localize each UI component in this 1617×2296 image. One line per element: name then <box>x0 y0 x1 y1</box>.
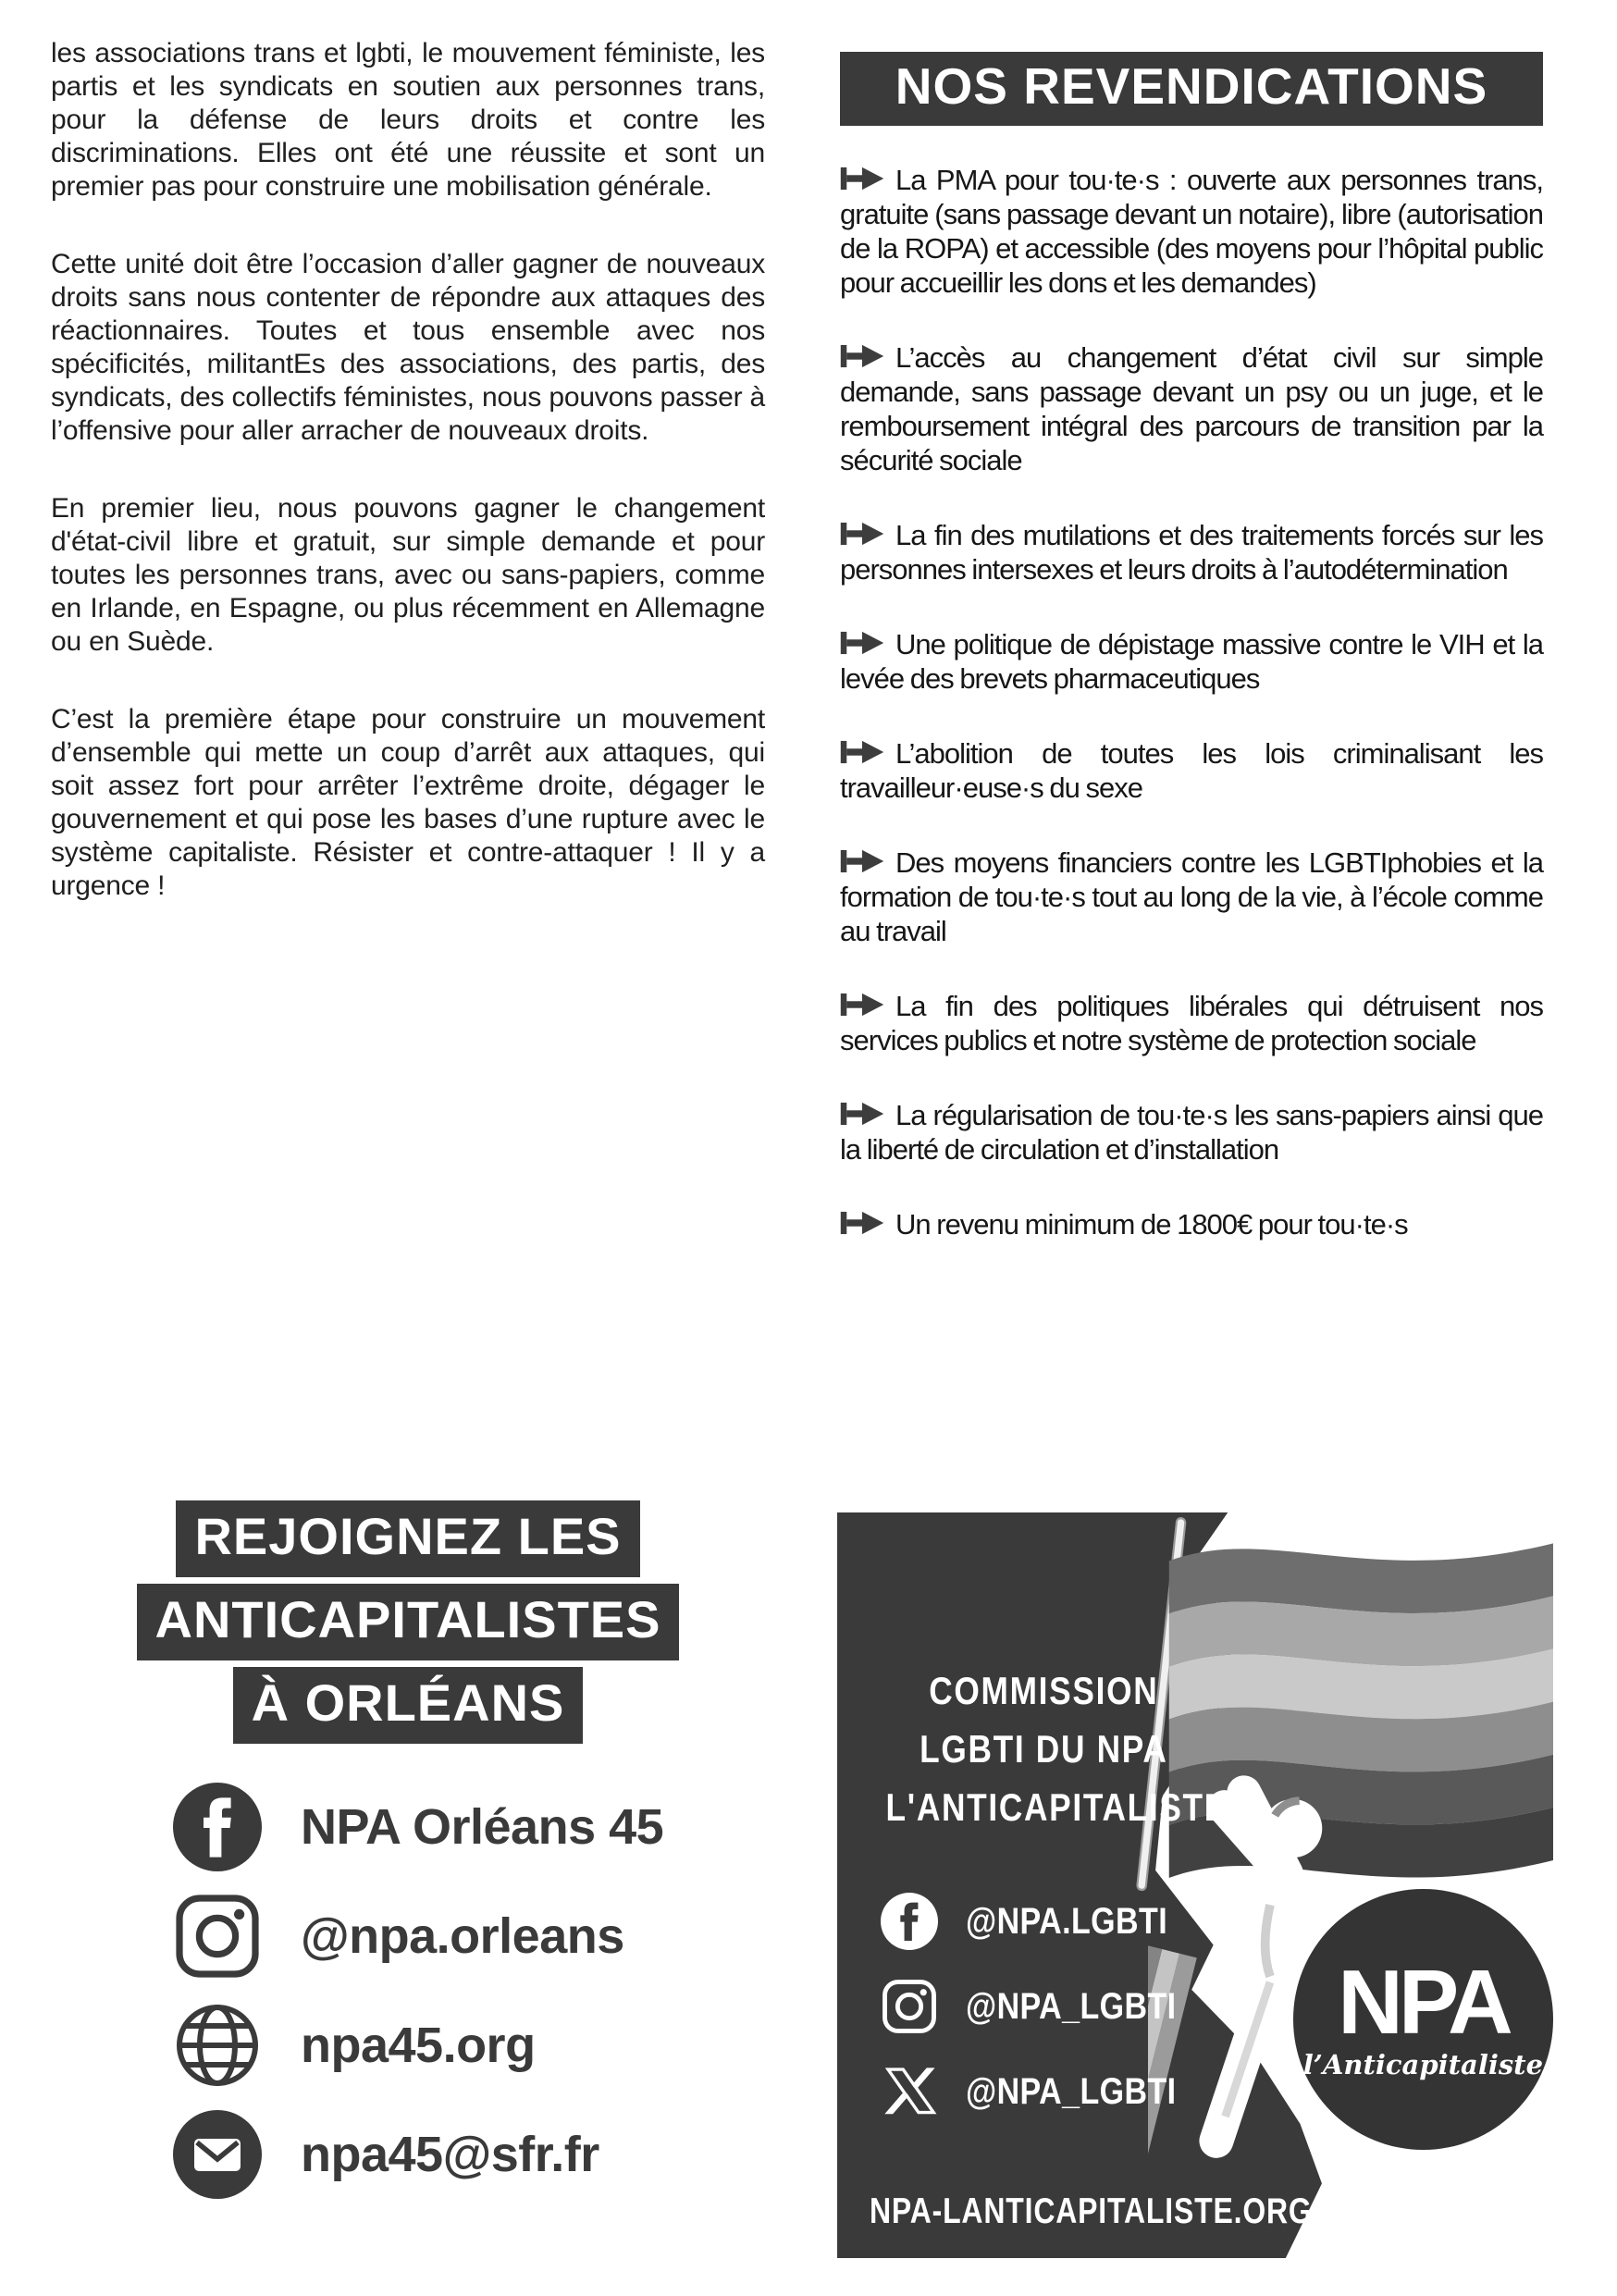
commission-social-instagram <box>881 1978 1214 2035</box>
arrow-bullet-icon <box>840 1102 884 1126</box>
instagram-icon <box>173 1892 262 1981</box>
join-title-line: À ORLÉANS <box>233 1667 584 1744</box>
contact-row-facebook <box>173 1783 765 1871</box>
social-handle: @NPA_LGBTI <box>965 2070 1177 2112</box>
revendication-text: Une politique de dépistage massive contre le VIH et la levée des brevets pharmaceutiques <box>840 628 1543 695</box>
revendication-text: La PMA pour tou·te·s : ouverte aux personnes trans, gratuite (sans passage devant un notaire), libre (autorisation de la ROPA) et accessible (des moyens pour l’hôpital public pour accueillir les dons et les demandes) <box>840 164 1543 299</box>
revendication-text: L’abolition de toutes les lois criminalisant les travailleur·euse·s du sexe <box>840 737 1543 804</box>
contact-list <box>51 1783 765 2199</box>
facebook-icon <box>881 1893 938 1950</box>
contact-label: npa45.org <box>301 2018 536 2073</box>
contact-row-instagram <box>173 1892 765 1981</box>
join-title-line: REJOIGNEZ LES <box>176 1500 639 1577</box>
revendication-text: La fin des mutilations et des traitements forcés sur les personnes intersexes et leurs droits à l’autodétermination <box>840 519 1543 586</box>
commission-title <box>856 1661 1232 1836</box>
commission-website: NPA-LANTICAPITALISTE.ORG <box>870 2191 1313 2231</box>
contact-row-website <box>173 2001 765 2090</box>
list-item <box>840 736 1543 805</box>
contact-label: NPA Orléans 45 <box>301 1799 664 1855</box>
arrow-bullet-icon <box>840 993 884 1017</box>
list-item <box>840 1098 1543 1167</box>
contact-label: @npa.orleans <box>301 1908 624 1964</box>
list-item <box>840 989 1543 1057</box>
commission-title-line: L'ANTICAPITALISTE <box>885 1785 1228 1830</box>
commission-title-line: LGBTI DU NPA <box>919 1727 1168 1771</box>
social-handle: @NPA.LGBTI <box>965 1900 1168 1942</box>
arrow-bullet-icon <box>840 344 884 368</box>
join-title-line: ANTICAPITALISTES <box>137 1584 680 1660</box>
revendication-text: Des moyens financiers contre les LGBTIphobies et la formation de tou·te·s tout au long de la vie, à l’école comme au travail <box>840 846 1543 947</box>
body-paragraph: En premier lieu, nous pouvons gagner le changement d'état-civil libre et gratuit, sur simple demande et pour toutes les personnes trans, avec ou sans-papiers, comme en Irlande, en Espagne, ou plus récemment en Allemagne ou en Suède. <box>51 493 765 657</box>
arrow-bullet-icon <box>840 522 884 546</box>
commission-box <box>837 1512 1561 2258</box>
social-handle: @NPA_LGBTI <box>965 1985 1177 2027</box>
commission-social-list <box>881 1893 1214 2148</box>
commission-title-line: COMMISSION <box>928 1669 1158 1713</box>
list-item <box>840 518 1543 586</box>
npa-logo <box>1293 1889 1554 2150</box>
body-paragraph: C’est la première étape pour construire un mouvement d’ensemble qui mette un coup d’arrêt aux attaques, qui soit assez fort pour arrêter l’extrême droite, dégager le gouvernement et qui pose les bases d’une rupture avec le système capitaliste. Résister et contre-attaquer ! Il y a urgence ! <box>51 704 765 901</box>
arrow-bullet-icon <box>840 849 884 873</box>
list-item <box>840 627 1543 696</box>
join-section <box>51 1500 765 2219</box>
arrow-bullet-icon <box>840 740 884 764</box>
list-item <box>840 340 1543 477</box>
arrow-bullet-icon <box>840 1211 884 1235</box>
body-paragraph: Cette unité doit être l’occasion d’aller gagner de nouveaux droits sans nous contenter de répondre aux attaques des réactionnaires. Toutes et tous ensemble avec nos spécificités, militantEs des associations, des partis, des syndicats, des collectifs féministes, nous pouvons passer à l’offensive pour aller arracher de nouveaux droits. <box>51 249 765 446</box>
facebook-icon <box>173 1783 262 1871</box>
revendication-text: Un revenu minimum de 1800€ pour tou·te·s <box>895 1208 1408 1241</box>
revendications-column <box>840 52 1543 1282</box>
revendication-text: L’accès au changement d’état civil sur simple demande, sans passage devant un psy ou un juge, et le remboursement intégral des parcours de transition par la sécurité sociale <box>840 341 1543 476</box>
revendications-list <box>840 163 1543 1241</box>
body-paragraph: les associations trans et lgbti, le mouvement féministe, les partis et les syndicats en soutien aux personnes trans, pour la défense de leurs droits et contre les discriminations. Elles ont été une réussite et sont un premier pas pour construire une mobilisation générale. <box>51 38 765 202</box>
mail-icon <box>173 2110 262 2199</box>
contact-label: npa45@sfr.fr <box>301 2127 599 2182</box>
instagram-icon <box>881 1978 938 2035</box>
revendication-text: La régularisation de tou·te·s les sans-papiers ainsi que la liberté de circulation et d’installation <box>840 1099 1543 1166</box>
x-icon <box>881 2063 938 2120</box>
revendications-header: NOS REVENDICATIONS <box>840 52 1543 126</box>
arrow-bullet-icon <box>840 631 884 655</box>
list-item <box>840 163 1543 300</box>
revendication-text: La fin des politiques libérales qui détruisent nos services publics et notre système de protection sociale <box>840 990 1543 1056</box>
globe-icon <box>173 2001 262 2090</box>
commission-social-x <box>881 2063 1214 2120</box>
left-text-column <box>51 37 765 947</box>
npa-logo-tagline: l’Anticapitaliste <box>1302 2048 1544 2080</box>
list-item <box>840 1207 1543 1241</box>
list-item <box>840 846 1543 948</box>
contact-row-email <box>173 2110 765 2199</box>
commission-social-facebook <box>881 1893 1214 1950</box>
arrow-bullet-icon <box>840 167 884 191</box>
npa-logo-text: NPA <box>1338 1950 1509 2053</box>
